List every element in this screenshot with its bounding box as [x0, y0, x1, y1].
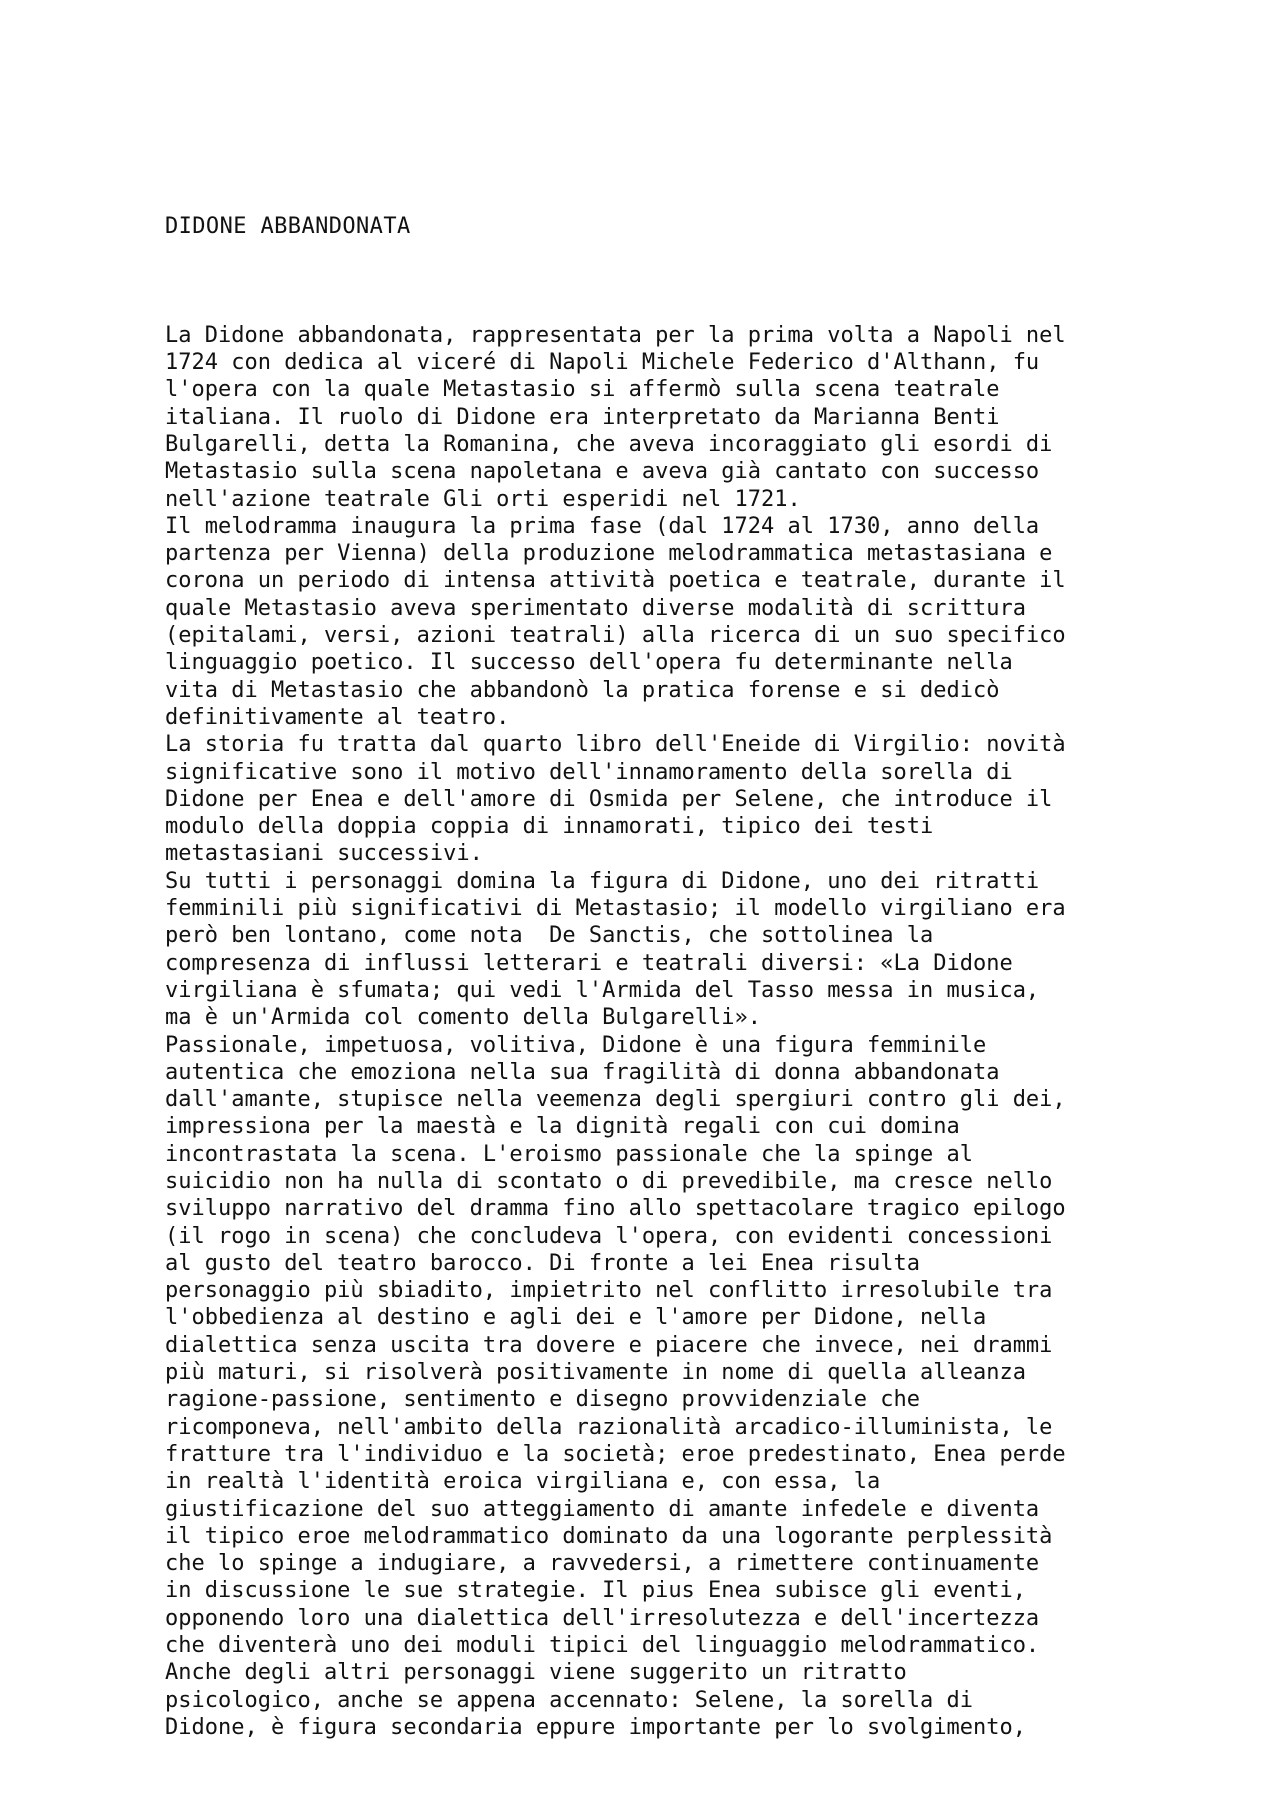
text-line: Bulgarelli, detta la Romanina, che aveva incoraggiato gli esordi di — [165, 431, 1053, 457]
text-line: ragione-passione, sentimento e disegno provvidenziale che — [165, 1387, 920, 1413]
text-line: autentica che emoziona nella sua fragilità di donna abbandonata — [165, 1059, 1000, 1085]
text-line: Anche degli altri personaggi viene suggerito un ritratto — [165, 1660, 907, 1686]
text-line: ma è un'Armida col comento della Bulgarelli». — [165, 1005, 762, 1031]
text-line: Metastasio sulla scena napoletana e aveva già cantato con successo — [165, 459, 1040, 485]
text-line: sviluppo narrativo del dramma fino allo spettacolare tragico epilogo — [165, 1196, 1066, 1222]
text-line: Su tutti i personaggi domina la figura di Didone, uno dei ritratti — [165, 868, 1040, 894]
text-line: Passionale, impetuosa, volitiva, Didone è una figura femminile — [165, 1032, 987, 1058]
text-line: Il melodramma inaugura la prima fase (dal 1724 al 1730, anno della — [165, 513, 1040, 539]
text-line: (epitalami, versi, azioni teatrali) alla ricerca di un suo specifico — [165, 623, 1066, 649]
text-line: Didone, è figura secondaria eppure importante per lo svolgimento, — [165, 1714, 1026, 1740]
text-line: metastasiani successivi. — [165, 841, 483, 867]
text-line: modulo della doppia coppia di innamorati, tipico dei testi — [165, 814, 934, 840]
text-line: in realtà l'identità eroica virgiliana e, con essa, la — [165, 1469, 881, 1495]
text-line: linguaggio poetico. Il successo dell'opera fu determinante nella — [165, 650, 1013, 676]
text-line: più maturi, si risolverà positivamente in nome di quella alleanza — [165, 1360, 1026, 1386]
text-line: dall'amante, stupisce nella veemenza degli spergiuri contro gli dei, — [165, 1087, 1066, 1113]
document-title: DIDONE ABBANDONATA — [165, 213, 411, 239]
text-line: in discussione le sue strategie. Il pius Enea subisce gli eventi, — [165, 1578, 1026, 1604]
text-line: femminili più significativi di Metastasio; il modello virgiliano era — [165, 896, 1066, 922]
text-line: vita di Metastasio che abbandonò la pratica forense e si dedicò — [165, 677, 1000, 703]
text-line: virgiliana è sfumata; qui vedi l'Armida del Tasso messa in musica, — [165, 977, 1040, 1003]
text-line: italiana. Il ruolo di Didone era interpretato da Marianna Benti — [165, 404, 1000, 430]
text-line: che lo spinge a indugiare, a ravvedersi, a rimettere continuamente — [165, 1551, 1040, 1577]
text-line: nell'azione teatrale Gli orti esperidi nel 1721. — [165, 486, 801, 512]
document-body — [165, 322, 1165, 1741]
text-line: definitivamente al teatro. — [165, 704, 510, 730]
document-page — [165, 158, 1165, 1769]
text-line: l'opera con la quale Metastasio si affermò sulla scena teatrale — [165, 377, 1000, 403]
text-line: significative sono il motivo dell'innamoramento della sorella di — [165, 759, 1013, 785]
text-line: corona un periodo di intensa attività poetica e teatrale, durante il — [165, 568, 1066, 594]
text-line: La storia fu tratta dal quarto libro dell'Eneide di Virgilio: novità — [165, 732, 1066, 758]
text-line: Didone per Enea e dell'amore di Osmida per Selene, che introduce il — [165, 786, 1053, 812]
text-line: l'obbedienza al destino e agli dei e l'amore per Didone, nella — [165, 1305, 987, 1331]
text-line: al gusto del teatro barocco. Di fronte a lei Enea risulta — [165, 1250, 920, 1276]
text-line: che diventerà uno dei moduli tipici del linguaggio melodrammatico. — [165, 1633, 1040, 1659]
text-line: giustificazione del suo atteggiamento di amante infedele e diventa — [165, 1496, 1040, 1522]
text-line: incontrastata la scena. L'eroismo passionale che la spinge al — [165, 1141, 973, 1167]
text-line: impressiona per la maestà e la dignità regali con cui domina — [165, 1114, 960, 1140]
text-line: dialettica senza uscita tra dovere e piacere che invece, nei drammi — [165, 1332, 1053, 1358]
text-line: il tipico eroe melodrammatico dominato da una logorante perplessità — [165, 1523, 1053, 1549]
text-line: La Didone abbandonata, rappresentata per la prima volta a Napoli nel — [165, 322, 1066, 348]
text-line: opponendo loro una dialettica dell'irresolutezza e dell'incertezza — [165, 1605, 1040, 1631]
text-line: personaggio più sbiadito, impietrito nel conflitto irresolubile tra — [165, 1278, 1053, 1304]
text-line: (il rogo in scena) che concludeva l'opera, con evidenti concessioni — [165, 1223, 1053, 1249]
text-line: suicidio non ha nulla di scontato o di prevedibile, ma cresce nello — [165, 1168, 1053, 1194]
text-line: psicologico, anche se appena accennato: Selene, la sorella di — [165, 1687, 973, 1713]
text-line: partenza per Vienna) della produzione melodrammatica metastasiana e — [165, 541, 1053, 567]
text-line: quale Metastasio aveva sperimentato diverse modalità di scrittura — [165, 595, 1026, 621]
text-line: compresenza di influssi letterari e teatrali diversi: «La Didone — [165, 950, 1013, 976]
text-line: 1724 con dedica al viceré di Napoli Michele Federico d'Althann, fu — [165, 350, 1040, 376]
text-line: ricomponeva, nell'ambito della razionalità arcadico-illuminista, le — [165, 1414, 1053, 1440]
text-line: però ben lontano, come nota De Sanctis, che sottolinea la — [165, 923, 934, 949]
text-line: fratture tra l'individuo e la società; eroe predestinato, Enea perde — [165, 1441, 1066, 1467]
